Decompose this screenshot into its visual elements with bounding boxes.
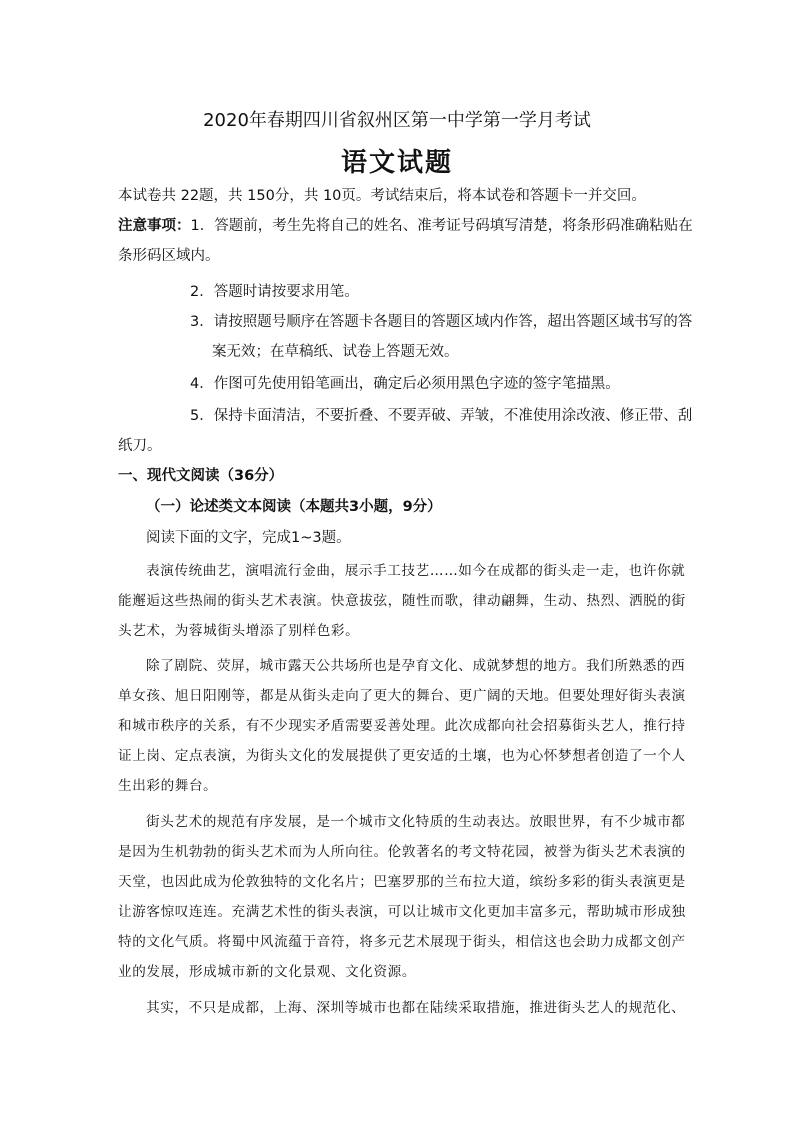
passage-p2-line: 单女孩、旭日阳刚等，都是从街头走向了更大的舞台、更广阔的天地。但要处理好街头表演 bbox=[118, 688, 686, 704]
notes-item-1: 1．答题前，考生先将自己的姓名、准考证号码填写清楚，将条形码准确粘贴在 bbox=[190, 218, 693, 234]
notes-item-1-cont: 条形码区域内。 bbox=[118, 248, 220, 264]
notes-label: 注意事项： bbox=[118, 218, 191, 234]
notes-item-2: 2．答题时请按要求用笔。 bbox=[190, 284, 359, 300]
passage-p1-line: 表演传统曲艺，演唱流行金曲，展示手工技艺……如今在成都的街头走一走，也许你就 bbox=[146, 563, 686, 579]
passage-p3-line: 是因为生机勃勃的街头艺术而为人所向往。伦敦著名的考文特花园，被誉为街头艺术表演的 bbox=[118, 844, 686, 860]
notes-line-1 bbox=[118, 216, 693, 236]
section-heading: 一、现代文阅读（36分） bbox=[118, 468, 284, 484]
passage-p1-line: 能邂逅这些热闹的街头艺术表演。快意拔弦，随性而歌，律动翩舞，生动、热烈、洒脱的街 bbox=[118, 593, 686, 609]
passage-p2-line: 除了剧院、荧屏，城市露天公共场所也是孕育文化、成就梦想的地方。我们所熟悉的西 bbox=[146, 658, 686, 674]
passage-p3-line: 天堂，也因此成为伦敦独特的文化名片；巴塞罗那的兰布拉大道，缤纷多彩的街头表演更是 bbox=[118, 874, 686, 890]
notes-item-3-cont: 案无效；在草稿纸、试卷上答题无效。 bbox=[212, 344, 459, 360]
subsection-heading: （一）论述类文本阅读（本题共3小题，9分） bbox=[146, 499, 442, 515]
passage-p3-line: 让游客惊叹连连。充满艺术性的街头表演，可以让城市文化更加丰富多元，帮助城市形成独 bbox=[118, 904, 686, 920]
notes-item-5: 5．保持卡面清洁，不要折叠、不要弄破、弄皱，不准使用涂改液、修正带、刮 bbox=[190, 408, 693, 424]
notes-item-4: 4．作图可先使用铅笔画出，确定后必须用黑色字迹的签字笔描黑。 bbox=[190, 376, 620, 392]
passage-p2-line: 和城市秩序的关系，有不少现实矛盾需要妥善处理。此次成都向社会招募街头艺人，推行持 bbox=[118, 718, 686, 734]
passage-p3-line: 业的发展，形成城市新的文化景观、文化资源。 bbox=[118, 964, 417, 980]
exam-intro: 本试卷共 22题，共 150分，共 10页。考试结束后，将本试卷和答题卡一并交回。 bbox=[118, 188, 646, 204]
passage-p2-line: 生出彩的舞台。 bbox=[118, 778, 218, 794]
passage-p1-line: 头艺术，为蓉城街头增添了别样色彩。 bbox=[118, 623, 360, 639]
exam-title: 2020年春期四川省叙州区第一中学第一学月考试 bbox=[203, 110, 591, 131]
passage-p3-line: 街头艺术的规范有序发展，是一个城市文化特质的生动表达。放眼世界，有不少城市都 bbox=[146, 814, 686, 830]
reading-instruction: 阅读下面的文字，完成1~3题。 bbox=[146, 530, 351, 546]
passage-p2-line: 证上岗、定点表演，为街头文化的发展提供了更安适的土壤，也为心怀梦想者创造了一个人 bbox=[118, 748, 686, 764]
notes-item-5-cont: 纸刀。 bbox=[118, 438, 162, 454]
exam-subtitle: 语文试题 bbox=[340, 148, 453, 178]
notes-item-3: 3．请按照题号顺序在答题卡各题目的答题区域内作答，超出答题区域书写的答 bbox=[190, 314, 693, 330]
passage-p3-line: 特的文化气质。将蜀中风流蕴于音符，将多元艺术展现于街头，相信这也会助力成都文创产 bbox=[118, 934, 686, 950]
passage-p4-line: 其实，不只是成都，上海、深圳等城市也都在陆续采取措施，推进街头艺人的规范化、 bbox=[146, 1000, 686, 1016]
